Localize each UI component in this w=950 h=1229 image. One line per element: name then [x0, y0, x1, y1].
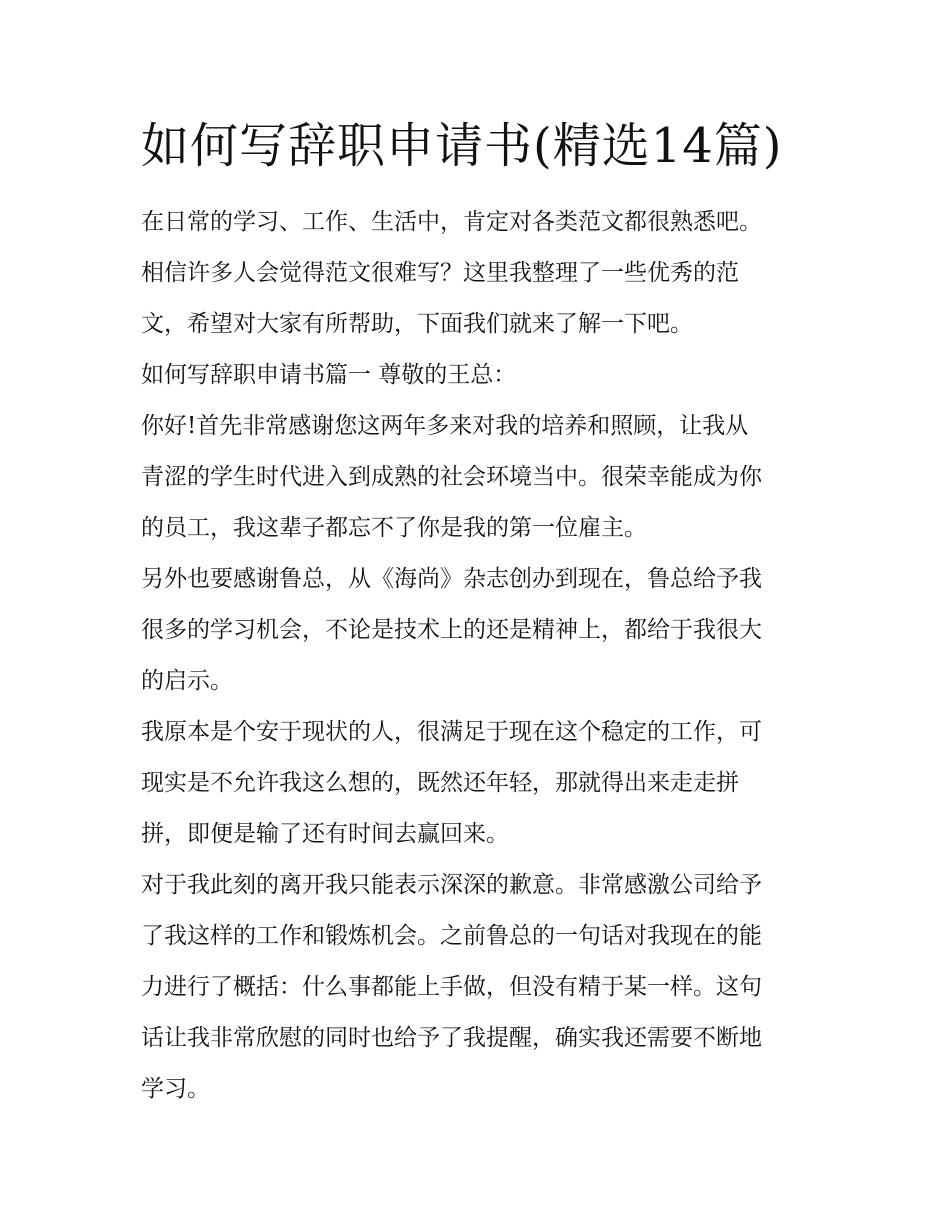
- text-line: 话让我非常欣慰的同时也给予了我提醒，确实我还需要不断地: [141, 1025, 762, 1051]
- text-line: 对于我此刻的离开我只能表示深深的歉意。非常感激公司给予: [141, 872, 762, 898]
- text-line: 拼，即便是输了还有时间去赢回来。: [141, 821, 509, 847]
- text-line: 的员工，我这辈子都忘不了你是我的第一位雇主。: [141, 515, 647, 541]
- text-line: 文，希望对大家有所帮助，下面我们就来了解一下吧。: [141, 311, 693, 337]
- text-line: 你好!首先非常感谢您这两年多来对我的培养和照顾，让我从: [141, 413, 749, 439]
- paragraph-intro: [141, 197, 821, 350]
- text-line: 在日常的学习、工作、生活中，肯定对各类范文都很熟悉吧。: [141, 209, 762, 235]
- paragraph-gratitude: [141, 554, 821, 707]
- text-line: 现实是不允许我这么想的，既然还年轻，那就得出来走走拼: [141, 770, 739, 796]
- text-line: 如何写辞职申请书篇一 尊敬的王总：: [141, 362, 517, 388]
- text-line: 了我这样的工作和锻炼机会。之前鲁总的一句话对我现在的能: [141, 923, 762, 949]
- paragraph-salutation: [141, 350, 821, 401]
- text-line: 青涩的学生时代进入到成熟的社会环境当中。很荣幸能成为你: [141, 464, 762, 490]
- text-line: 我原本是个安于现状的人，很满足于现在这个稳定的工作，可: [141, 719, 762, 745]
- text-line: 学习。: [141, 1076, 210, 1102]
- text-line: 相信许多人会觉得范文很难写？这里我整理了一些优秀的范: [141, 260, 739, 286]
- paragraph-apology: [141, 860, 821, 1115]
- text-line: 力进行了概括：什么事都能上手做，但没有精于某一样。这句: [141, 974, 762, 1000]
- paragraph-reason: [141, 707, 821, 860]
- text-line: 的启示。: [141, 668, 233, 694]
- paragraph-thanks: [141, 401, 821, 554]
- text-line: 很多的学习机会，不论是技术上的还是精神上，都给于我很大: [141, 617, 762, 643]
- page-title: 如何写辞职申请书(精选14篇): [141, 118, 783, 174]
- text-line: 另外也要感谢鲁总，从《海尚》杂志创办到现在，鲁总给予我: [141, 566, 762, 592]
- document-body: [141, 197, 821, 1115]
